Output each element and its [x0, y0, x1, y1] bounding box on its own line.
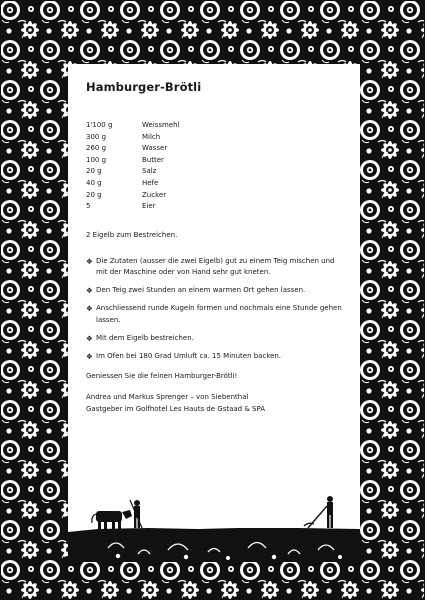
ingredient-item: Milch: [142, 132, 161, 141]
egg-yolk-note: 2 Eigelb zum Bestreichen.: [86, 230, 178, 239]
ingredient-row: [86, 120, 352, 132]
ingredient-qty: 300 g: [86, 132, 107, 141]
diamond-bullet-icon: ❖: [86, 304, 93, 314]
ingredient-qty: 1'100 g: [86, 121, 113, 129]
ingredient-row: [86, 178, 352, 190]
step-item: [86, 351, 352, 362]
recipe-title: Hamburger-Brötli: [86, 80, 202, 94]
ingredient-item: Butter: [142, 155, 164, 164]
ingredient-item: Zucker: [142, 190, 167, 199]
ingredient-qty: 20 g: [86, 167, 102, 176]
diamond-bullet-icon: ❖: [86, 351, 93, 361]
ingredient-item: Salz: [142, 167, 157, 176]
step-list: [86, 256, 352, 362]
step-item: [86, 303, 352, 325]
mower-icon: [304, 496, 333, 528]
ingredient-item: Hefe: [142, 178, 159, 187]
diamond-bullet-icon: ❖: [86, 333, 93, 343]
signature-hotel: Gastgeber im Golfhotel Les Hauts de Gstaad & SPA: [86, 404, 266, 413]
step-item: [86, 285, 352, 296]
ingredient-item: Weissmehl: [142, 121, 180, 129]
ingredient-row: [86, 143, 352, 155]
ingredient-qty: 260 g: [86, 144, 107, 153]
cow-icon: [92, 510, 132, 529]
farmer-icon: [130, 500, 142, 528]
recipe-content: [86, 80, 352, 415]
signature: [86, 392, 352, 415]
ingredient-row: [86, 190, 352, 202]
step-text: Mit dem Eigelb bestreichen.: [96, 333, 194, 342]
step-item: [86, 333, 352, 344]
step-text: Im Ofen bei 180 Grad Umluft ca. 15 Minuten backen.: [96, 351, 282, 360]
signature-names: Andrea und Markus Sprenger – von Siebenthal: [86, 393, 249, 402]
ingredient-qty: 5: [86, 202, 91, 211]
ingredient-qty: 40 g: [86, 178, 102, 187]
closing-line: Geniessen Sie die feinen Hamburger-Brötli!: [86, 372, 238, 381]
ingredient-row: [86, 166, 352, 178]
ingredient-row: [86, 155, 352, 167]
step-text: Den Teig zwei Stunden an einem warmen Ort gehen lassen.: [96, 286, 306, 295]
diamond-bullet-icon: ❖: [86, 286, 93, 296]
diamond-bullet-icon: ❖: [86, 256, 93, 266]
ingredient-list: [86, 120, 352, 213]
ingredient-row: [86, 201, 352, 213]
ingredient-item: Eier: [142, 202, 156, 211]
step-text: Die Zutaten (ausser die zwei Eigelb) gut zu einem Teig mischen und mit der Maschine oder von Hand sehr gut kneten.: [96, 256, 335, 276]
papercut-scene: [68, 488, 360, 562]
ingredient-row: [86, 132, 352, 144]
ingredient-qty: 20 g: [86, 190, 102, 199]
ingredient-item: Wasser: [142, 144, 168, 153]
step-text: Anschliessend runde Kugeln formen und nochmals eine Stunde gehen lassen.: [96, 304, 342, 324]
step-item: [86, 256, 352, 278]
ingredient-qty: 100 g: [86, 155, 107, 164]
